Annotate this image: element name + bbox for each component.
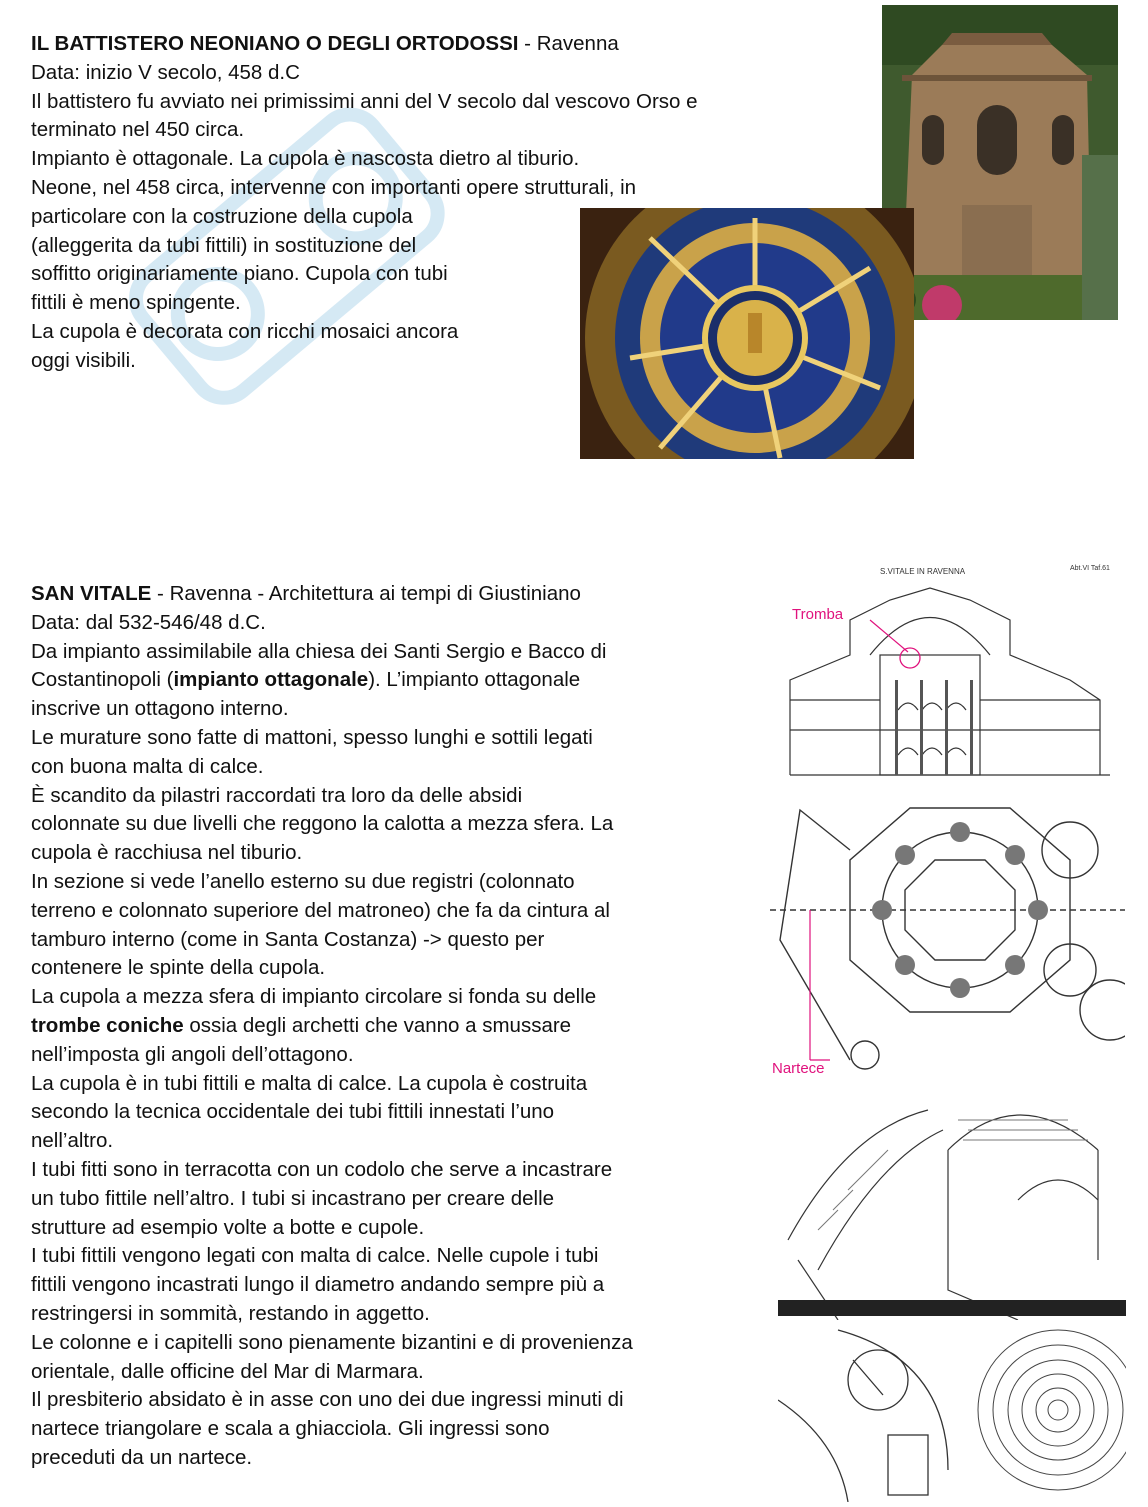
section-ref: Abt.VI Taf.61 (1070, 565, 1110, 572)
san-vitale-line: Le murature sono fatte di mattoni, spesso lunghi e sottili legati (31, 725, 593, 749)
san-vitale-line: inscrive un ottagono interno. (31, 697, 289, 721)
san-vitale-line: orientale, dalle officine del Mar di Marmara. (31, 1359, 424, 1383)
san-vitale-line: Le colonne e i capitelli sono pienamente bizantini e di provenienza (31, 1330, 633, 1354)
san-vitale-line: fittili vengono incastrati lungo il diametro andando sempre più a (31, 1273, 605, 1297)
san-vitale-line: un tubo fittile nell’altro. I tubi si incastrano per creare delle (31, 1186, 555, 1210)
san-vitale-line: È scandito da pilastri raccordati tra loro da delle absidi (31, 783, 523, 807)
san-vitale-line: colonnate su due livelli che reggono la calotta a mezza sfera. La (31, 812, 614, 836)
san-vitale-line: con buona malta di calce. (31, 754, 264, 778)
san-vitale-line: tamburo interno (come in Santa Costanza) -> questo per (31, 927, 545, 951)
san-vitale-line: restringersi in sommità, restando in aggetto. (31, 1301, 430, 1325)
san-vitale-line: Data: dal 532-546/48 d.C. (31, 610, 266, 634)
tubi-fittili-dome-drawing (778, 1320, 1126, 1502)
text-run: Costantinopoli ( (31, 668, 174, 692)
bold-term: impianto ottagonale (173, 668, 369, 692)
baptistery-title: IL BATTISTERO NEONIANO O DEGLI ORTODOSSI (31, 32, 519, 55)
san-vitale-heading (31, 580, 633, 609)
san-vitale-plan-drawing (770, 790, 1125, 1080)
baptistery-dome-mosaic-photo (580, 208, 914, 459)
baptistery-line: oggi visibili. (31, 348, 136, 372)
nartece-label: Nartece (772, 1060, 825, 1077)
section-heading: S.VITALE IN RAVENNA (880, 567, 966, 576)
baptistery-heading (31, 30, 698, 59)
text-run: ). L’impianto ottagonale (368, 668, 581, 692)
baptistery-line: (alleggerita da tubi fittili) in sostituzione del (31, 233, 417, 257)
san-vitale-line: nell’imposta gli angoli dell’ottagono. (31, 1042, 354, 1066)
tromba-label: Tromba (792, 606, 844, 623)
baptistery-line: Data: inizio V secolo, 458 d.C (31, 60, 300, 84)
baptistery-line: terminato nel 450 circa. (31, 118, 245, 142)
san-vitale-line: In sezione si vede l’anello esterno su due registri (colonnato (31, 869, 575, 893)
baptistery-line: fittili è meno spingente. (31, 291, 241, 315)
san-vitale-line (31, 666, 633, 695)
san-vitale-line: nartece triangolare e scala a ghiacciola. Gli ingressi sono (31, 1417, 550, 1441)
san-vitale-line: Da impianto assimilabile alla chiesa dei Santi Sergio e Bacco di (31, 639, 607, 663)
san-vitale-line (31, 1012, 633, 1041)
san-vitale-section (31, 580, 633, 1473)
san-vitale-line: Il presbiterio absidato è in asse con uno dei due ingressi minuti di (31, 1388, 624, 1412)
text-run: ossia degli archetti che vanno a smussare (183, 1013, 572, 1037)
san-vitale-title: SAN VITALE (31, 582, 152, 605)
san-vitale-line: La cupola a mezza sfera di impianto circolare si fonda su delle (31, 985, 597, 1009)
san-vitale-line: contenere le spinte della cupola. (31, 956, 326, 980)
tubi-fittili-vault-drawing (778, 1090, 1126, 1320)
baptistery-title-suffix: - Ravenna (518, 32, 619, 55)
san-vitale-line: cupola è racchiusa nel tiburio. (31, 841, 303, 865)
san-vitale-line: I tubi fitti sono in terracotta con un codolo che serve a incastrare (31, 1157, 613, 1181)
baptistery-line: particolare con la costruzione della cupola (31, 204, 413, 228)
san-vitale-line: nell’altro. (31, 1129, 114, 1153)
baptistery-line: La cupola è decorata con ricchi mosaici ancora (31, 319, 459, 343)
san-vitale-line: preceduti da un nartece. (31, 1445, 253, 1469)
baptistery-line: Neone, nel 458 circa, intervenne con importanti opere strutturali, in (31, 175, 637, 199)
baptistery-line: soffitto originariamente piano. Cupola con tubi (31, 262, 448, 286)
baptistery-exterior-photo (882, 5, 1118, 320)
san-vitale-line: strutture ad esempio volte a botte e cupole. (31, 1215, 425, 1239)
san-vitale-line: I tubi fittili vengono legati con malta di calce. Nelle cupole i tubi (31, 1244, 599, 1268)
san-vitale-line: La cupola è in tubi fittili e malta di calce. La cupola è costruita (31, 1071, 588, 1095)
san-vitale-title-suffix: - Ravenna - Architettura ai tempi di Giustiniano (151, 582, 581, 605)
san-vitale-section-drawing (770, 560, 1125, 788)
baptistery-line: Impianto è ottagonale. La cupola è nascosta dietro al tiburio. (31, 147, 580, 171)
san-vitale-line: secondo la tecnica occidentale dei tubi fittili innestati l’uno (31, 1100, 555, 1124)
baptistery-line: Il battistero fu avviato nei primissimi anni del V secolo dal vescovo Orso e (31, 89, 698, 113)
san-vitale-line: terreno e colonnato superiore del matroneo) che fa da cintura al (31, 898, 610, 922)
bold-term: trombe coniche (31, 1013, 184, 1037)
